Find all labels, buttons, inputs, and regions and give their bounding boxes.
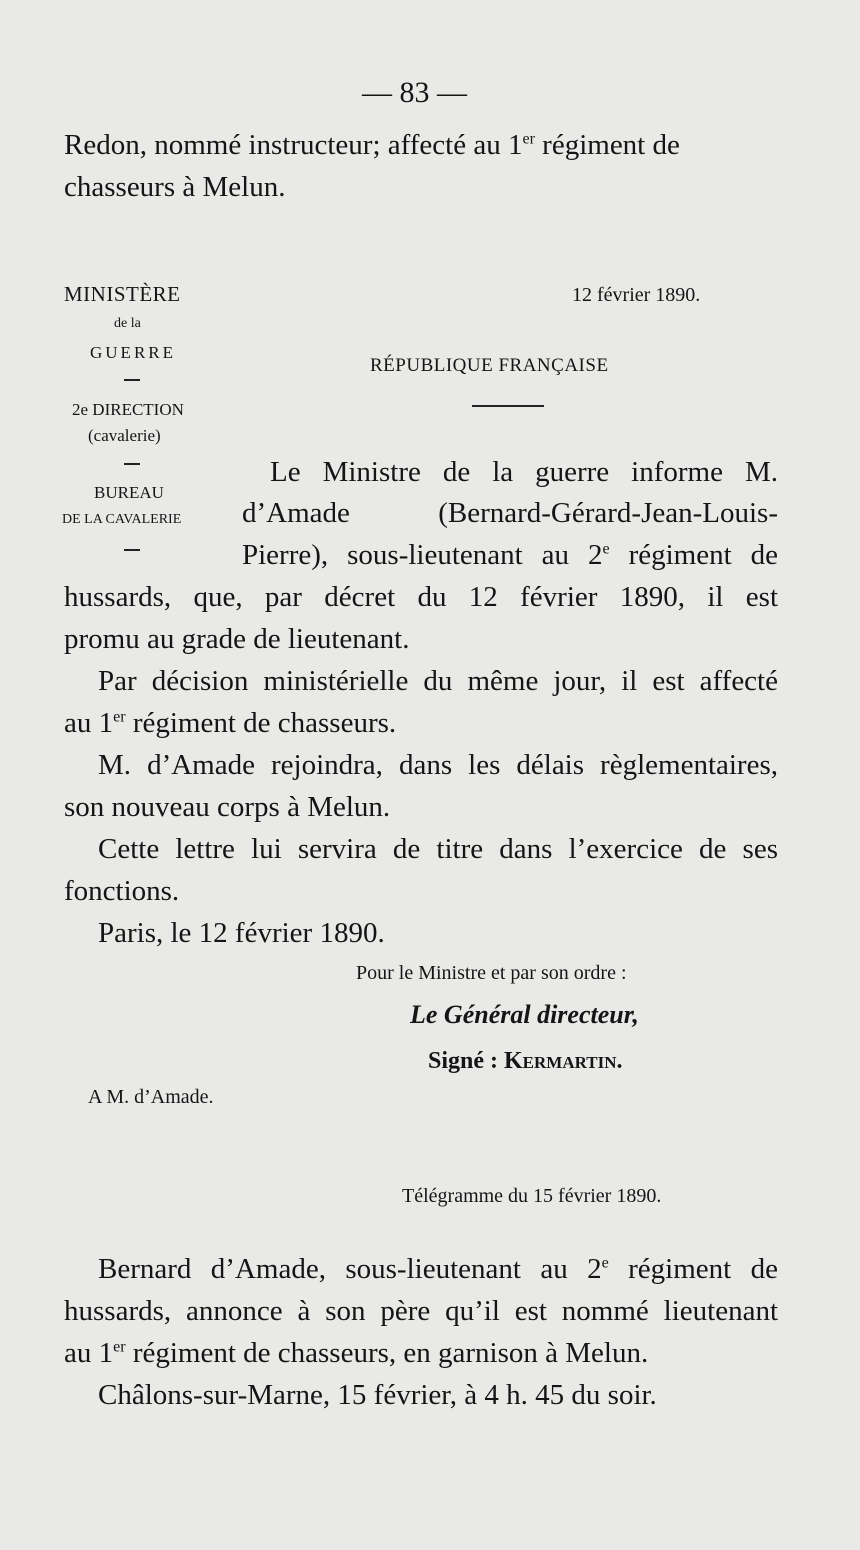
text: régiment de chasseurs, en garnison à Melun.: [125, 1337, 649, 1369]
recipient: A M. d’Amade.: [88, 1086, 214, 1108]
letter-line-10: Cette lettre lui servira de titre dans l’exercice de ses: [98, 833, 778, 865]
signature-title: Le Général directeur,: [410, 1000, 639, 1029]
divider-dash: [124, 549, 140, 551]
letter-line-5: promu au grade de lieutenant.: [64, 623, 410, 655]
text: régiment de chasseurs.: [125, 707, 397, 739]
telegram-line-3: [64, 1332, 648, 1374]
heading-rule: [472, 405, 544, 407]
text: régiment de: [608, 1253, 778, 1285]
superscript: er: [522, 130, 535, 148]
letter-line-11: fonctions.: [64, 875, 180, 907]
superscript: er: [113, 708, 126, 726]
republic-heading: RÉPUBLIQUE FRANÇAISE: [370, 355, 609, 376]
intro-text-end: régiment de: [534, 129, 680, 161]
superscript: e: [601, 1254, 609, 1272]
telegram-line-1: [98, 1248, 778, 1290]
divider-dash: [124, 463, 140, 465]
de-la-cavalerie-label: DE LA CAVALERIE: [62, 512, 182, 527]
text: Bernard d’Amade, sous-lieutenant au 2: [98, 1253, 602, 1285]
superscript: e: [602, 540, 610, 558]
letter-line-8: M. d’Amade rejoindra, dans les délais règlementaires,: [98, 749, 778, 781]
guerre-label: GUERRE: [90, 343, 176, 362]
letter-date: 12 février 1890.: [572, 284, 701, 306]
intro-line-1: [64, 124, 680, 166]
letter-line-4: hussards, que, par décret du 12 février 1890, il est: [64, 581, 778, 613]
page-number: — 83 —: [362, 76, 467, 109]
intro-text: Redon, nommé instructeur; affecté au 1: [64, 129, 523, 161]
letter-line-7: [64, 702, 396, 744]
signature-line: [428, 1048, 623, 1075]
signer-name: Kermartin.: [504, 1048, 623, 1074]
text: au 1: [64, 1337, 114, 1369]
superscript: er: [113, 1338, 126, 1356]
de-la-label: de la: [114, 316, 141, 331]
text: au 1: [64, 707, 114, 739]
letter-line-9: son nouveau corps à Melun.: [64, 791, 391, 823]
text: régiment de: [609, 539, 778, 571]
text: Pierre), sous-lieutenant au 2: [242, 539, 603, 571]
intro-line-2: chasseurs à Melun.: [64, 171, 286, 203]
signature-order: Pour le Ministre et par son ordre :: [356, 962, 627, 984]
letter-line-12: Paris, le 12 février 1890.: [98, 917, 385, 949]
telegram-line-4: Châlons-sur-Marne, 15 février, à 4 h. 45 du soir.: [98, 1379, 657, 1411]
letter-line-2: d’Amade (Bernard-Gérard-Jean-Louis-: [242, 497, 778, 529]
letter-line-1: Le Ministre de la guerre informe M.: [270, 456, 778, 488]
letter-line-3: [242, 534, 778, 576]
letter-line-6: Par décision ministérielle du même jour, il est affecté: [98, 665, 778, 697]
cavalerie-label: (cavalerie): [88, 426, 161, 445]
telegram-line-2: hussards, annonce à son père qu’il est nommé lieutenant: [64, 1295, 778, 1327]
bureau-label: BUREAU: [94, 483, 164, 502]
signed-prefix: Signé :: [428, 1048, 505, 1074]
telegram-heading: Télégramme du 15 février 1890.: [402, 1185, 662, 1207]
ministry-label: MINISTÈRE: [64, 282, 181, 306]
direction-label: 2e DIRECTION: [72, 400, 184, 419]
divider-dash: [124, 379, 140, 381]
